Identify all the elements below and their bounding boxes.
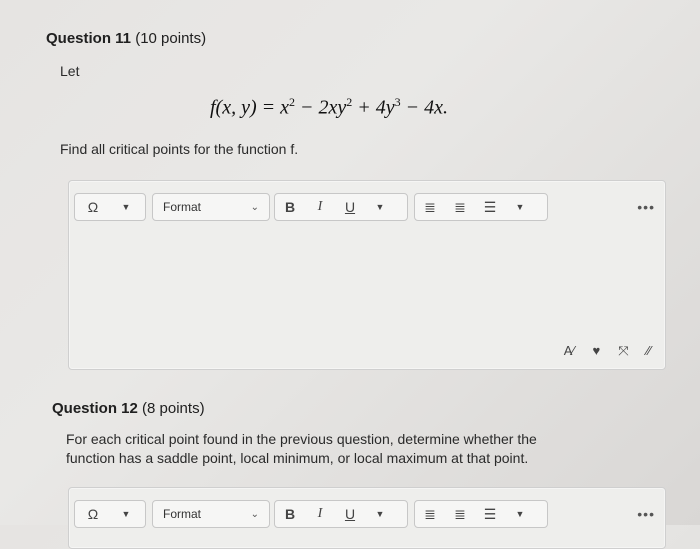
question-12-prompt-line-2: function has a saddle point, local minimum, or local maximum at that point. <box>66 450 529 466</box>
format-select-q12[interactable] <box>152 500 270 528</box>
formula <box>210 95 448 120</box>
insert-group-q12 <box>74 500 146 528</box>
question-12-points: (8 points) <box>142 400 205 417</box>
chevron-down-icon: ⌄ <box>250 201 259 213</box>
formula-exp-1: 2 <box>289 95 296 109</box>
italic-button[interactable]: I <box>317 199 323 214</box>
underline-button-q12[interactable]: U <box>344 506 356 522</box>
chevron-down-icon: ⌄ <box>250 508 259 520</box>
caret-down-icon: ▼ <box>121 202 131 212</box>
bold-button[interactable]: B <box>284 199 296 215</box>
text-style-dropdown[interactable] <box>365 194 395 220</box>
formula-exp-2: 2 <box>346 95 353 109</box>
special-char-icon: Ω <box>87 199 99 215</box>
accessibility-icon[interactable]: ♥ <box>592 343 601 358</box>
insert-group <box>74 193 146 221</box>
bold-button-q12[interactable]: B <box>284 506 296 522</box>
caret-down-icon: ▼ <box>121 509 131 519</box>
align-center-button-q12[interactable] <box>445 501 475 527</box>
align-center-button[interactable] <box>445 194 475 220</box>
formula-term-3: − 4x. <box>400 96 449 119</box>
list-icon: ☰ <box>483 505 497 522</box>
format-select[interactable] <box>152 193 270 221</box>
more-options-button[interactable]: ••• <box>637 199 655 215</box>
format-label-q12: Format <box>163 507 202 521</box>
question-12-prompt-line-1: For each critical point found in the previous question, determine whether the <box>66 431 537 447</box>
alignment-group <box>414 193 548 221</box>
formula-lhs: f(x, y) = x <box>210 96 290 119</box>
format-label: Format <box>163 200 202 214</box>
answer-editor-q11[interactable] <box>68 180 666 370</box>
answer-editor-q12[interactable] <box>68 487 666 549</box>
formula-exp-3: 3 <box>394 95 401 109</box>
text-style-group <box>274 193 408 221</box>
resize-icon[interactable]: ⁄⁄ <box>646 343 651 358</box>
fullscreen-icon[interactable]: ⤧ <box>618 343 629 358</box>
question-11-title <box>46 30 206 47</box>
special-char-icon: Ω <box>87 506 99 522</box>
spellcheck-icon[interactable]: A∕ <box>563 343 575 358</box>
caret-down-icon: ▼ <box>515 202 525 212</box>
caret-down-icon: ▼ <box>515 509 525 519</box>
question-11-prompt: Find all critical points for the function f. <box>60 141 299 157</box>
formula-term-1: − 2xy <box>295 96 347 119</box>
insert-dropdown-q12[interactable] <box>111 501 141 527</box>
align-left-icon: ≣ <box>424 198 436 215</box>
alignment-dropdown[interactable] <box>505 194 535 220</box>
special-char-button[interactable] <box>75 194 111 220</box>
align-left-button[interactable] <box>415 194 445 220</box>
question-11-points: (10 points) <box>135 30 207 47</box>
list-icon: ☰ <box>483 198 497 215</box>
formula-term-2: + 4y <box>352 96 395 119</box>
more-options-button-q12[interactable]: ••• <box>637 506 655 522</box>
special-char-button-q12[interactable] <box>75 501 111 527</box>
list-button[interactable] <box>475 194 505 220</box>
align-left-icon: ≣ <box>424 505 436 522</box>
let-text: Let <box>60 63 80 79</box>
caret-down-icon: ▼ <box>375 202 385 212</box>
question-11-label: Question 11 <box>46 30 132 47</box>
align-center-icon: ≣ <box>454 198 466 215</box>
question-12-title <box>52 400 205 417</box>
align-center-icon: ≣ <box>454 505 466 522</box>
editor-status-bar <box>564 343 651 359</box>
insert-dropdown[interactable] <box>111 194 141 220</box>
align-left-button-q12[interactable] <box>415 501 445 527</box>
list-button-q12[interactable] <box>475 501 505 527</box>
underline-button[interactable]: U <box>344 199 356 215</box>
caret-down-icon: ▼ <box>375 509 385 519</box>
text-style-dropdown-q12[interactable] <box>365 501 395 527</box>
alignment-group-q12 <box>414 500 548 528</box>
alignment-dropdown-q12[interactable] <box>505 501 535 527</box>
question-12-label: Question 12 <box>52 400 138 417</box>
italic-button-q12[interactable]: I <box>317 506 323 521</box>
text-style-group-q12 <box>274 500 408 528</box>
